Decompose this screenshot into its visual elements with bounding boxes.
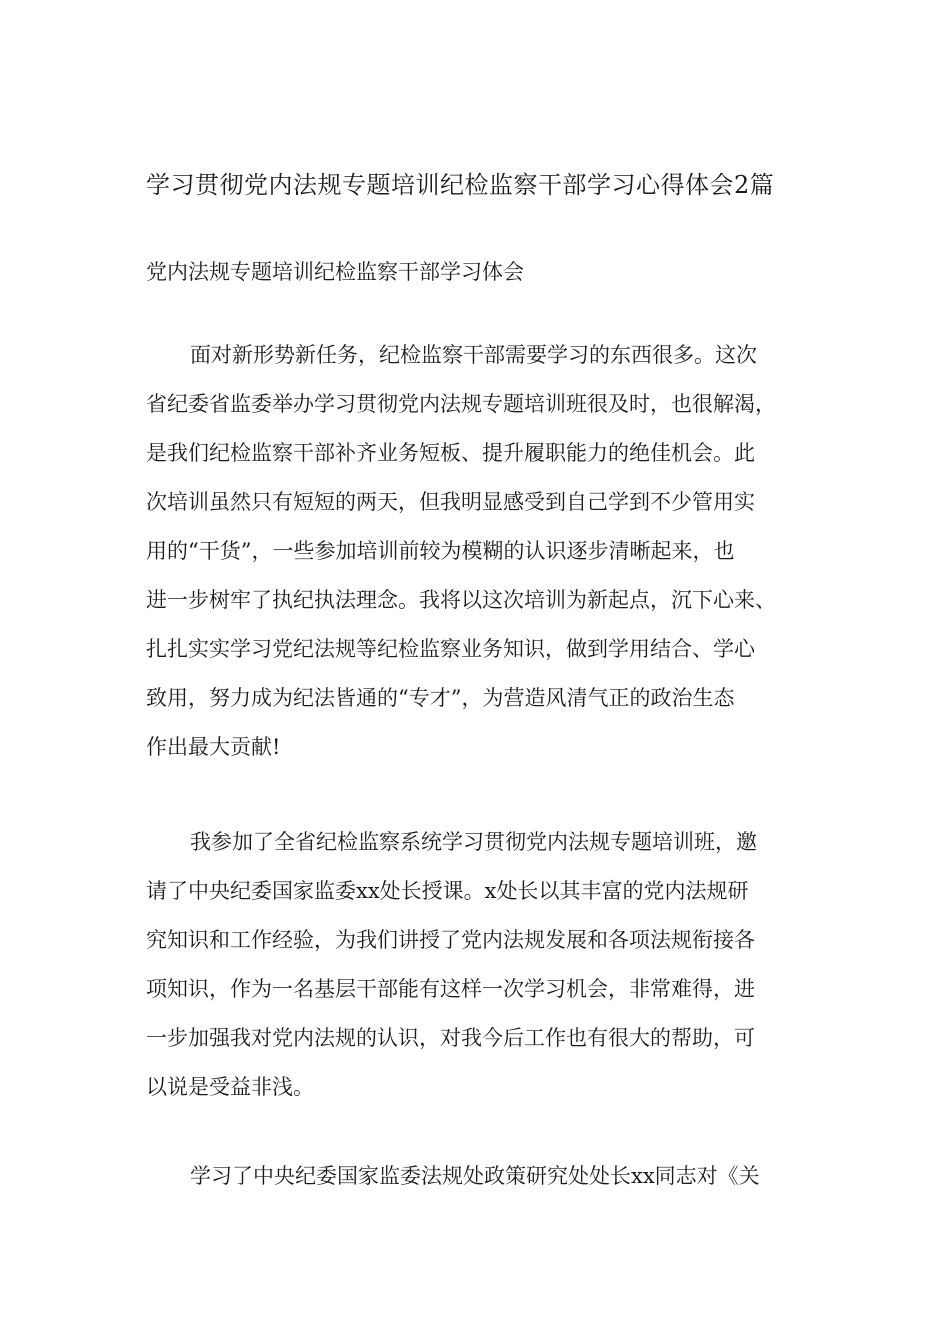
paragraph-line: 省纪委省监委举办学习贯彻党内法规专题培训班很及时，也很解渴，: [146, 392, 776, 416]
paragraph-line: 进一步树牢了执纪执法理念。我将以这次培训为新起点，沉下心来、: [146, 588, 776, 612]
paragraph-line: 学习了中央纪委国家监委法规处政策研究处处长xx同志对《关: [190, 1164, 760, 1188]
paragraph-line: 请了中央纪委国家监委xx处长授课。x处长以其丰富的党内法规研: [146, 879, 749, 903]
section-heading: 党内法规专题培训纪检监察干部学习体会: [146, 260, 524, 284]
paragraph-line: 面对新形势新任务，纪检监察干部需要学习的东西很多。这次: [190, 343, 757, 367]
paragraph-3: [146, 1152, 846, 1201]
paragraph-line: 致用，努力成为纪法皆通的“专才”，为营造风清气正的政治生态: [146, 686, 735, 710]
paragraph-line: 次培训虽然只有短短的两天，但我明显感受到自己学到不少管用实: [146, 490, 755, 514]
paragraph-line: 我参加了全省纪检监察系统学习贯彻党内法规专题培训班，邀: [190, 830, 757, 854]
paragraph-line: 扎扎实实学习党纪法规等纪检监察业务知识，做到学用结合、学心: [146, 637, 755, 661]
paragraph-line: 用的“干货”，一些参加培训前较为模糊的认识逐步清晰起来，也: [146, 539, 735, 563]
paragraph-line: 究知识和工作经验，为我们讲授了党内法规发展和各项法规衔接各: [146, 928, 755, 952]
paragraph-line: 以说是受益非浅。: [146, 1075, 314, 1099]
document-title: 学习贯彻党内法规专题培训纪检监察干部学习心得体会2篇: [146, 171, 775, 199]
paragraph-line: 作出最大贡献!: [146, 735, 281, 759]
paragraph-line: 一步加强我对党内法规的认识，对我今后工作也有很大的帮助，可: [146, 1026, 755, 1050]
paragraph-line: 是我们纪检监察干部补齐业务短板、提升履职能力的绝佳机会。此: [146, 441, 755, 465]
paragraph-2: [146, 818, 846, 1112]
paragraph-line: 项知识，作为一名基层干部能有这样一次学习机会，非常难得，进: [146, 977, 755, 1001]
paragraph-1: [146, 331, 846, 772]
